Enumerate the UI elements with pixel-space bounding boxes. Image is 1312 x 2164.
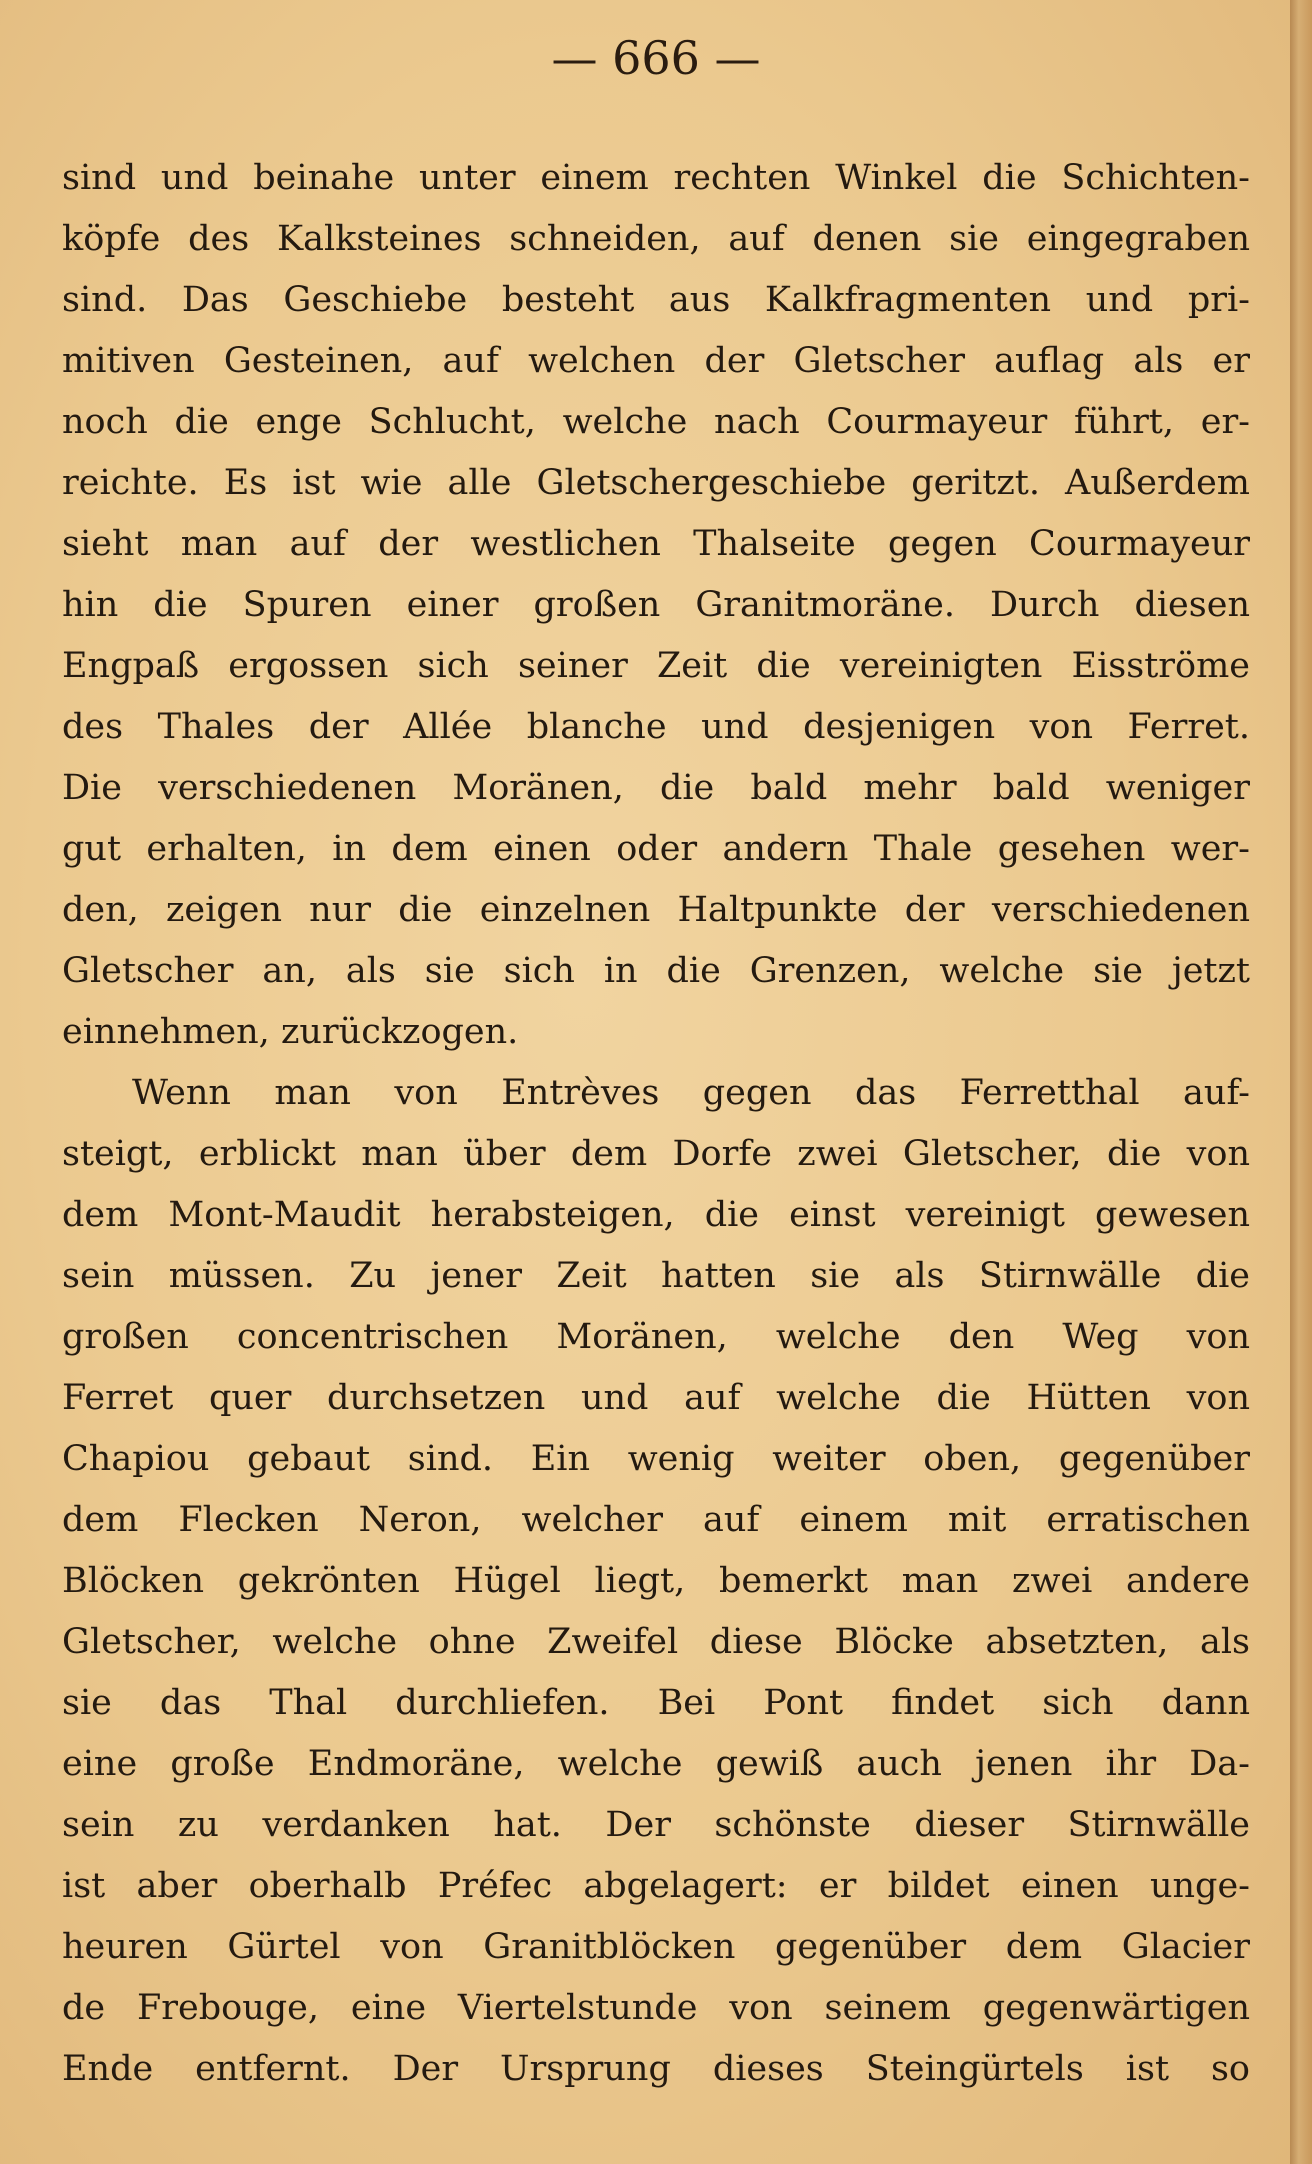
text-line: Die verschiedenen Moränen, die bald mehr bald weniger xyxy=(62,768,1250,808)
text-line: den, zeigen nur die einzelnen Haltpunkte der verschiedenen xyxy=(62,890,1250,930)
text-line: sind. Das Geschiebe besteht aus Kalkfragmenten und pri- xyxy=(62,280,1250,320)
text-line: noch die enge Schlucht, welche nach Courmayeur führt, er- xyxy=(62,402,1250,442)
text-line: einnehmen, zurückzogen. xyxy=(62,1012,519,1052)
text-line: reichte. Es ist wie alle Gletschergeschiebe geritzt. Außerdem xyxy=(62,463,1250,503)
text-line: sie das Thal durchliefen. Bei Pont findet sich dann xyxy=(62,1683,1250,1723)
text-line: ist aber oberhalb Préfec abgelagert: er bildet einen unge- xyxy=(62,1866,1250,1906)
text-line: gut erhalten, in dem einen oder andern Thale gesehen wer- xyxy=(62,829,1250,869)
text-line: Wenn man von Entrèves gegen das Ferretthal auf- xyxy=(132,1073,1250,1113)
text-line: dem Flecken Neron, welcher auf einem mit erratischen xyxy=(62,1500,1250,1540)
text-line: mitiven Gesteinen, auf welchen der Gletscher auflag als er xyxy=(62,341,1250,381)
text-line: köpfe des Kalksteines schneiden, auf denen sie eingegraben xyxy=(62,219,1250,259)
text-line: sind und beinahe unter einem rechten Winkel die Schichten- xyxy=(62,158,1250,198)
text-line: Ende entfernt. Der Ursprung dieses Steingürtels ist so xyxy=(62,2049,1250,2089)
text-line: Chapiou gebaut sind. Ein wenig weiter oben, gegenüber xyxy=(62,1439,1250,1479)
text-line: großen concentrischen Moränen, welche den Weg von xyxy=(62,1317,1250,1357)
text-line: Engpaß ergossen sich seiner Zeit die vereinigten Eisströme xyxy=(62,646,1250,686)
text-line: sein müssen. Zu jener Zeit hatten sie als Stirnwälle die xyxy=(62,1256,1250,1296)
text-line: dem Mont-Maudit herabsteigen, die einst vereinigt gewesen xyxy=(62,1195,1250,1235)
text-line: Ferret quer durchsetzen und auf welche die Hütten von xyxy=(62,1378,1250,1418)
text-line: sieht man auf der westlichen Thalseite gegen Courmayeur xyxy=(62,524,1250,564)
text-line: hin die Spuren einer großen Granitmoräne. Durch diesen xyxy=(62,585,1250,625)
page-number: — 666 — xyxy=(551,31,761,85)
text-line: Gletscher an, als sie sich in die Grenzen, welche sie jetzt xyxy=(62,951,1250,991)
text-line: des Thales der Allée blanche und desjenigen von Ferret. xyxy=(62,707,1250,747)
text-line: Blöcken gekrönten Hügel liegt, bemerkt man zwei andere xyxy=(62,1561,1250,1601)
page-edge xyxy=(1290,0,1312,2164)
text-line: heuren Gürtel von Granitblöcken gegenüber dem Glacier xyxy=(62,1927,1250,1967)
text-line: Gletscher, welche ohne Zweifel diese Blöcke absetzten, als xyxy=(62,1622,1250,1662)
text-line: steigt, erblickt man über dem Dorfe zwei Gletscher, die von xyxy=(62,1134,1250,1174)
text-line: eine große Endmoräne, welche gewiß auch jenen ihr Da- xyxy=(62,1744,1250,1784)
body-text xyxy=(62,148,1250,2100)
text-line: sein zu verdanken hat. Der schönste dieser Stirnwälle xyxy=(62,1805,1250,1845)
text-line: de Frebouge, eine Viertelstunde von seinem gegenwärtigen xyxy=(62,1988,1250,2028)
